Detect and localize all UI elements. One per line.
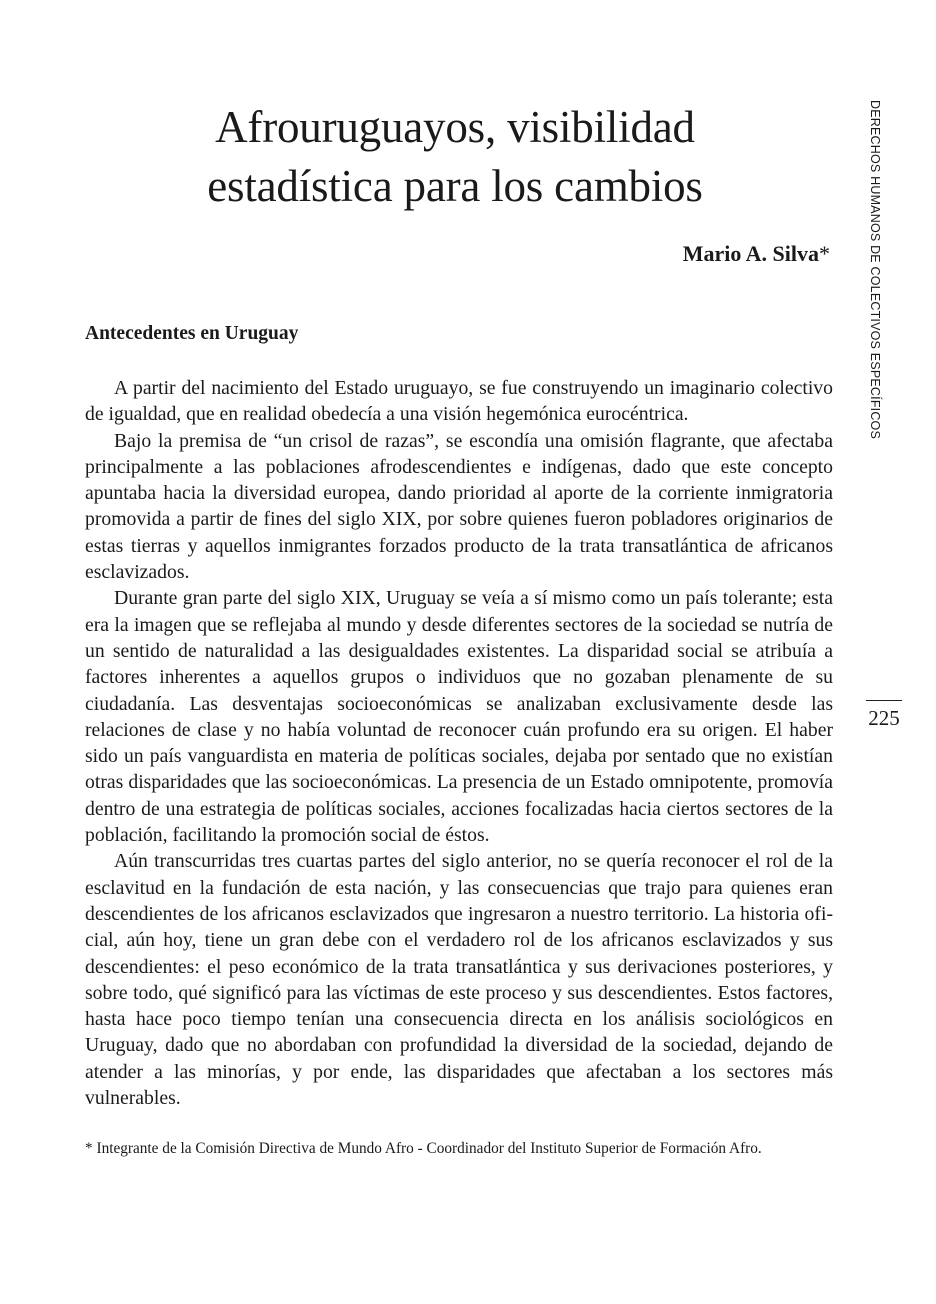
page-number-rule — [866, 700, 902, 701]
author-byline — [683, 241, 830, 267]
body-text — [85, 375, 833, 1111]
running-header: DERECHOS HUMANOS DE COLECTIVOS ESPECÍFICOS — [868, 100, 882, 440]
footnote-marker: * — [819, 241, 830, 266]
paragraph-2: Bajo la premisa de “un crisol de razas”, se escondía una omisión flagrante, que afectaba principalmente a las poblaciones afrodescendientes e indígenas, dado que este concepto apuntaba hacia la diversidad europea, dando prioridad al aporte de la corriente inmigratoria promovida a partir de fines del siglo XIX, por sobre quienes fueron pobladores originarios de estas tierras y aquellos inmigrantes forzados producto de la trata transatlántica de africanos esclavizados. — [85, 429, 833, 584]
title-line-1: Afrouruguayos, visibilidad — [215, 102, 695, 152]
title-line-2: estadística para los cambios — [207, 161, 703, 211]
paragraph-3: Durante gran parte del siglo XIX, Uruguay se veía a sí mismo como un país tolerante; esta era la imagen que se reflejaba al mundo y desde diferentes sectores de la sociedad se nutría de un sentido de naturalidad a las desigualdades existentes. La disparidad social se atribuía a factores inherentes a aquellos grupos o individuos que no gozaban plenamente de su ciudadanía. Las desventajas socioeconómicas se analizaban exclusivamente desde las relaciones de clase y no había voluntad de reconocer cuán profundo era su origen. El haber sido un país vanguardista en materia de políticas sociales, dejaba por sentado que no existían otras disparidades que las socioeconómicas. La presencia de un Estado omnipotente, promovía dentro de una estrategia de políticas sociales, acciones focalizadas hacia ciertos sectores de la población, facilitando la promoción social de éstos. — [85, 587, 833, 847]
paragraph-4: Aún transcurridas tres cuartas partes del siglo anterior, no se quería reconocer el rol de la esclavitud en la fundación de esta nación, y las consecuencias que trajo para quienes eran descendientes de los africanos esclavizados que ingresaron a nuestro territorio. La historia oficial, aún hoy, tiene un gran debe con el verdadero rol de los africanos esclavizados y sus descendientes: el peso económico de la trata transatlántica y sus derivaciones posteriores, y sobre todo, qué significó para las víctimas de este proceso y sus descendientes. Estos factores, hasta hace poco tiempo tenían una consecuencia directa en los análisis sociológicos en Uruguay, dado que no abordaban con profundidad la diversidad de la sociedad, dejando de atender a las minorías, y por ende, las disparidades que afectaban a los sectores más vulnerables. — [85, 850, 833, 1110]
footnote: * Integrante de la Comisión Directiva de Mundo Afro - Coordinador del Instituto Superior de Formación Afro. — [85, 1140, 762, 1157]
paragraph-1: A partir del nacimiento del Estado uruguayo, se fue construyendo un imaginario colectivo de igualdad, que en realidad obedecía a una visión hegemónica eurocéntrica. — [85, 377, 833, 426]
author-name: Mario A. Silva — [682, 241, 819, 266]
page-title — [120, 98, 790, 216]
section-heading: Antecedentes en Uruguay — [85, 323, 299, 344]
page-number: 225 — [868, 706, 900, 730]
